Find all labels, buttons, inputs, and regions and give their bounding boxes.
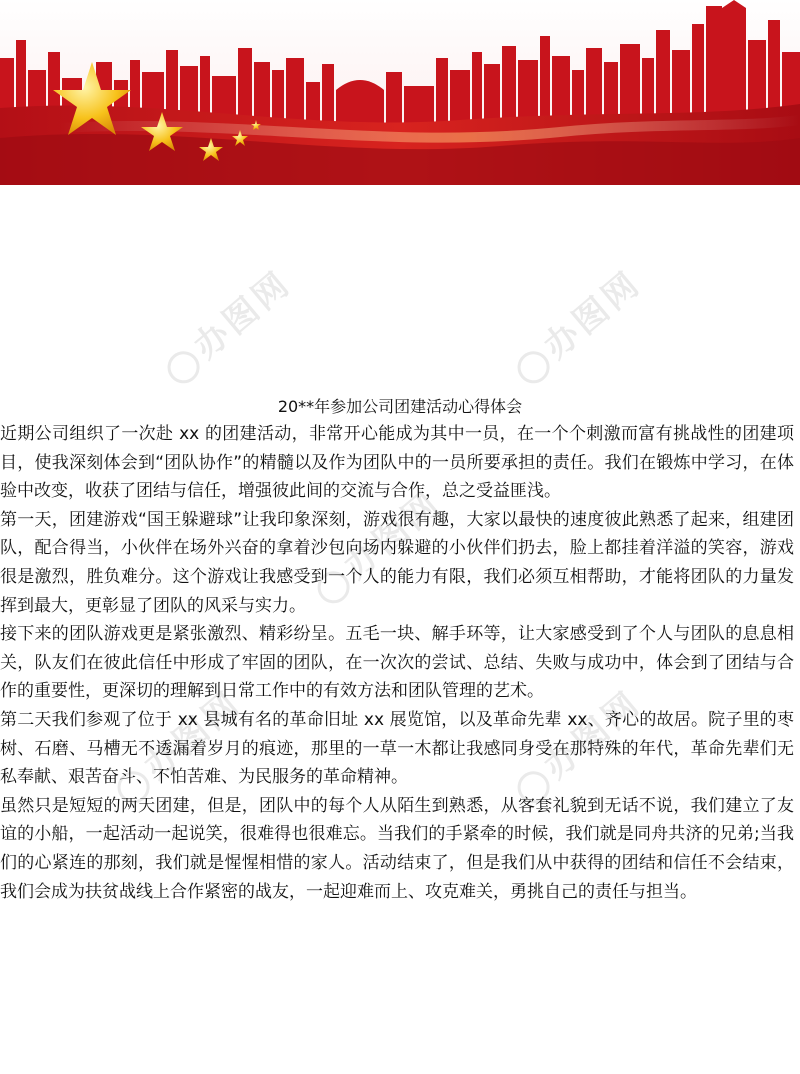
paragraph: 虽然只是短短的两天团建，但是，团队中的每个人从陌生到熟悉，从客套礼貌到无话不说，我们建立了友谊的小船，一起活动一起说笑，很难得也很难忘。当我们的手紧牵的时候，我们就是同舟共济的兄弟;当我们的心紧连的那刻，我们就是惺惺相惜的家人。活动结束了，但是我们从中获得的团结和信任不会结束，我们会成为扶贫战线上合作紧密的战友，一起迎难而上、攻克难关，勇挑自己的责任与担当。 [0, 795, 794, 902]
banner-graphic [0, 0, 800, 185]
watermark-text: 办图网 [102, 677, 250, 812]
paragraph: 接下来的团队游戏更是紧张激烈、精彩纷呈。五毛一块、解手环等，让大家感受到了个人与团队的息息相关，队友们在彼此信任中形成了牢固的团队，在一次次的尝试、总结、失败与成功中，体会到了团结与合作的重要性，更深切的理解到日常工作中的有效方法和团队管理的艺术。 [0, 624, 794, 702]
paragraph: 第一天，团建游戏“国王躲避球”让我印象深刻，游戏很有趣，大家以最快的速度彼此熟悉了起来，组建团队，配合得当，小伙伴在场外兴奋的拿着沙包向场内躲避的小伙伴们扔去，脸上都挂着洋溢的笑容，游戏很是激烈，胜负难分。这个游戏让我感受到一个人的能力有限，我们必须互相帮助，才能将团队的力量发挥到最大，更彰显了团队的风采与实力。 [0, 509, 794, 616]
watermark-text: 办图网 [502, 677, 650, 812]
watermark-logo-icon [161, 344, 206, 389]
paragraph: 近期公司组织了一次赴 xx 的团建活动，非常开心能成为其中一员，在一个个刺激而富有挑战性的团建项目，使我深刻体会到“团队协作”的精髓以及作为团队中的一员所要承担的责任。我们在锻炼中学习，在体验中改变，收获了团结与信任，增强彼此间的交流与合作，总之受益匪浅。 [0, 424, 794, 502]
watermark-text: 办图网 [502, 257, 650, 392]
watermark-text: 办图网 [152, 257, 300, 392]
page-title: 20**年参加公司团建活动心得体会 [277, 397, 523, 416]
watermark-text: 办图网 [302, 477, 450, 612]
header-banner [0, 0, 800, 185]
article [0, 394, 800, 906]
watermark-logo-icon [511, 344, 556, 389]
paragraph: 第二天我们参观了位于 xx 县城有名的革命旧址 xx 展览馆，以及革命先辈 xx、齐心的故居。院子里的枣树、石磨、马槽无不透漏着岁月的痕迹，那里的一草一木都让我感同身受在那特殊的年代，革命先辈们无私奉献、艰苦奋斗、不怕苦难、为民服务的革命精神。 [0, 709, 794, 788]
